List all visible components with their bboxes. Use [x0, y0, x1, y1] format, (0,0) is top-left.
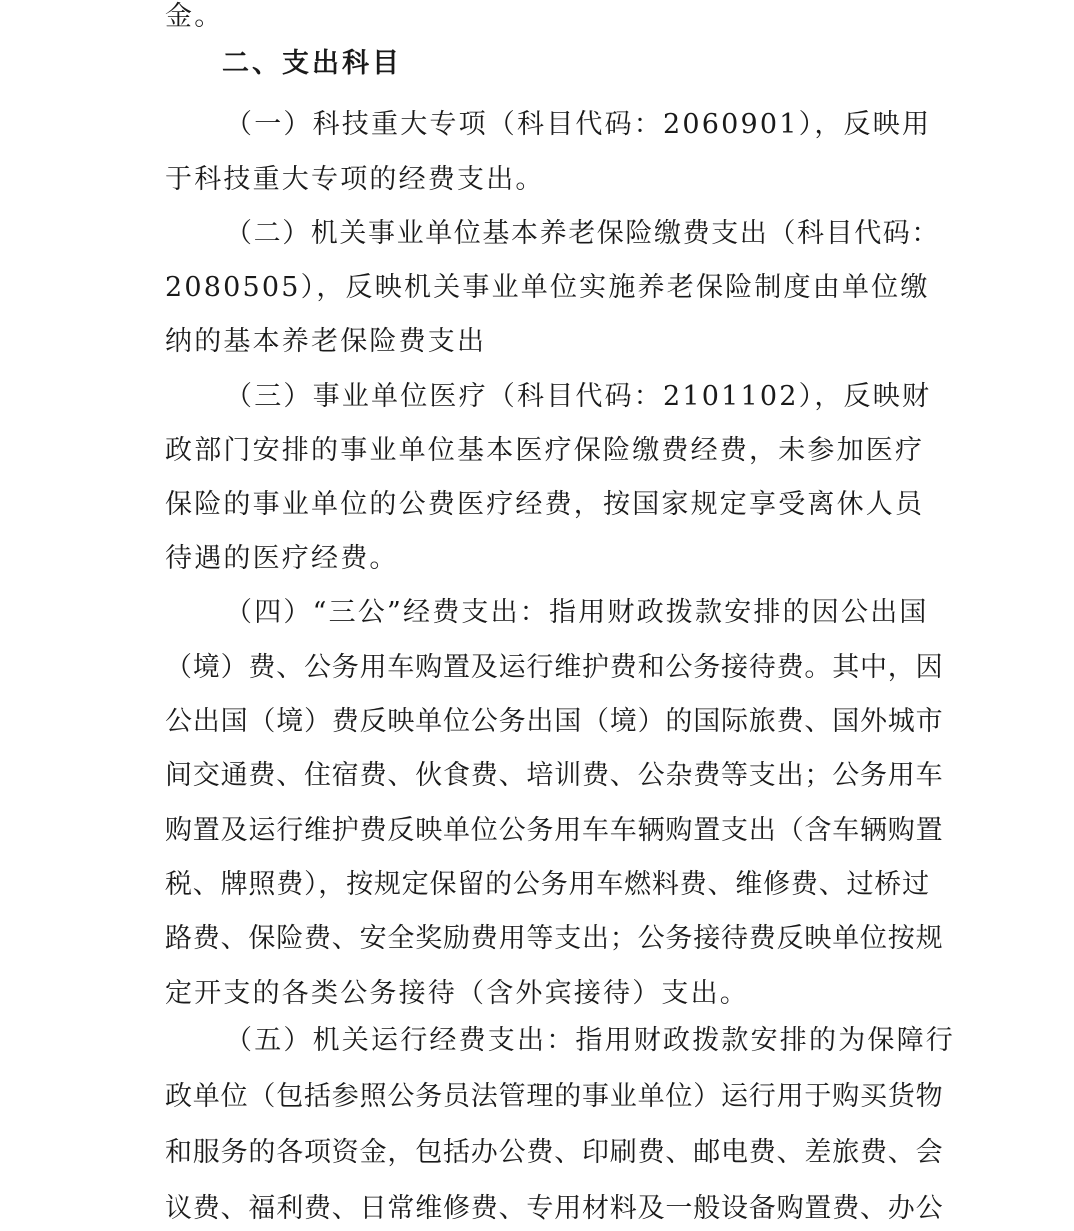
paragraph-4-line-5: 购置及运行维护费反映单位公务用车车辆购置支出（含车辆购置 [165, 815, 944, 846]
paragraph-1-line-1: （一）科技重大专项（科目代码：2060901），反映用 [225, 109, 932, 140]
paragraph-4-line-8: 定开支的各类公务接待（含外宾接待）支出。 [165, 978, 749, 1009]
paragraph-5-line-3: 和服务的各项资金，包括办公费、印刷费、邮电费、差旅费、会 [165, 1137, 944, 1168]
paragraph-1-line-2: 于科技重大专项的经费支出。 [165, 164, 545, 195]
paragraph-4-line-6: 税、牌照费），按规定保留的公务用车燃料费、维修费、过桥过 [165, 869, 930, 900]
paragraph-2-line-1: （二）机关事业单位基本养老保险缴费支出（科目代码： [225, 218, 940, 249]
paragraph-5-line-4: 议费、福利费、日常维修费、专用材料及一般设备购置费、办公 [165, 1193, 944, 1224]
paragraph-3-line-3: 保险的事业单位的公费医疗经费，按国家规定享受离休人员 [165, 489, 925, 520]
paragraph-4-line-7: 路费、保险费、安全奖励费用等支出；公务接待费反映单位按规 [165, 923, 944, 954]
paragraph-5-line-1: （五）机关运行经费支出：指用财政拨款安排的为保障行 [225, 1025, 955, 1056]
paragraph-4-line-2: （境）费、公务用车购置及运行维护费和公务接待费。其中，因 [165, 652, 944, 683]
section-heading: 二、支出科目 [222, 48, 402, 79]
paragraph-3-line-1: （三）事业单位医疗（科目代码：2101102），反映财 [225, 381, 932, 412]
paragraph-2-line-3: 纳的基本养老保险费支出 [165, 326, 487, 357]
paragraph-3-line-2: 政部门安排的事业单位基本医疗保险缴费经费，未参加医疗 [165, 435, 925, 466]
paragraph-5-line-2: 政单位（包括参照公务员法管理的事业单位）运行用于购买货物 [165, 1081, 944, 1112]
paragraph-3-line-4: 待遇的医疗经费。 [165, 543, 399, 574]
paragraph-4-line-3: 公出国（境）费反映单位公务出国（境）的国际旅费、国外城市 [165, 706, 944, 737]
fragment-line: 金。 [165, 1, 224, 32]
paragraph-4-line-1: （四）“三公”经费支出：指用财政拨款安排的因公出国 [225, 597, 929, 628]
paragraph-4-line-4: 间交通费、住宿费、伙食费、培训费、公杂费等支出；公务用车 [165, 760, 944, 791]
paragraph-2-line-2: 2080505），反映机关事业单位实施养老保险制度由单位缴 [165, 272, 930, 303]
